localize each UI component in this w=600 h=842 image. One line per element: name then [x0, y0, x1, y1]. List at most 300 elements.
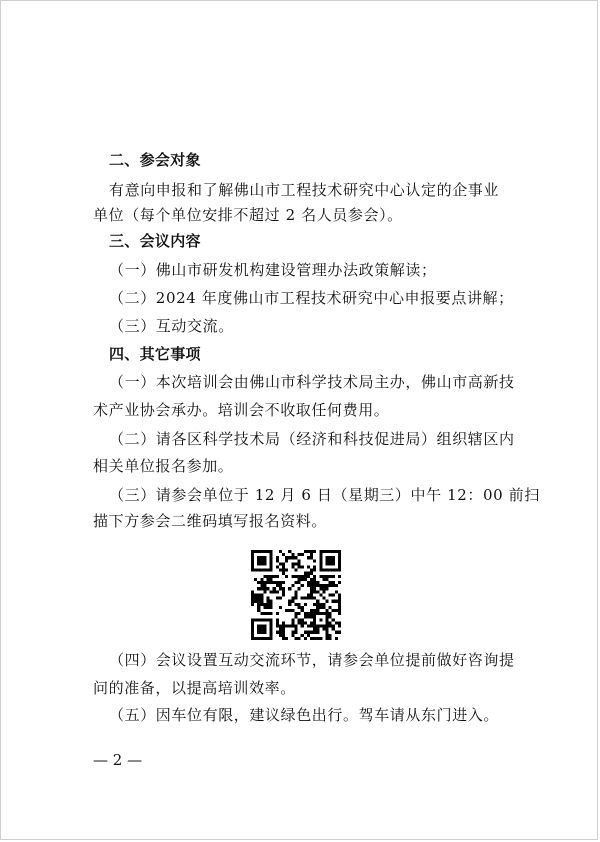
- paragraph-line: 术产业协会承办。培训会不收取任何费用。: [93, 401, 390, 419]
- qr-module: [270, 631, 273, 634]
- qr-module: [310, 578, 313, 581]
- qr-module: [325, 612, 328, 615]
- qr-module: [273, 590, 276, 593]
- qr-module: [307, 575, 310, 578]
- qr-module: [294, 603, 297, 606]
- qr-module: [338, 553, 341, 556]
- qr-module: [251, 628, 254, 631]
- qr-module: [270, 556, 273, 559]
- qr-module: [294, 575, 297, 578]
- qr-module: [251, 562, 254, 565]
- paragraph-line: （一）本次培训会由佛山市科学技术局主办，佛山市高新技: [109, 373, 515, 391]
- qr-module: [329, 562, 332, 565]
- qr-module: [325, 587, 328, 590]
- qr-module: [270, 637, 273, 640]
- qr-module: [276, 559, 279, 562]
- qr-module: [313, 566, 316, 569]
- qr-module: [304, 597, 307, 600]
- qr-module: [294, 593, 297, 596]
- qr-module: [310, 590, 313, 593]
- qr-module: [310, 615, 313, 618]
- qr-module: [270, 612, 273, 615]
- qr-module: [325, 559, 328, 562]
- paragraph-line: （四）会议设置互动交流环节，请参会单位提前做好咨询提: [109, 651, 515, 669]
- qr-module: [316, 590, 319, 593]
- qr-module: [298, 603, 301, 606]
- qr-module: [332, 569, 335, 572]
- qr-module: [276, 581, 279, 584]
- qr-module: [335, 569, 338, 572]
- qr-module: [325, 637, 328, 640]
- qr-module: [329, 581, 332, 584]
- qr-module: [325, 575, 328, 578]
- qr-module: [282, 566, 285, 569]
- qr-module: [254, 593, 257, 596]
- qr-module: [304, 615, 307, 618]
- qr-module: [338, 609, 341, 612]
- qr-module: [251, 593, 254, 596]
- qr-module: [301, 575, 304, 578]
- qr-module: [251, 637, 254, 640]
- qr-module: [313, 631, 316, 634]
- qr-module: [325, 556, 328, 559]
- qr-module: [263, 559, 266, 562]
- qr-module: [307, 550, 310, 553]
- qr-module: [282, 572, 285, 575]
- qr-module: [329, 569, 332, 572]
- qr-module: [257, 587, 260, 590]
- qr-module: [294, 631, 297, 634]
- qr-module: [316, 603, 319, 606]
- qr-module: [282, 569, 285, 572]
- qr-module: [270, 559, 273, 562]
- qr-module: [310, 572, 313, 575]
- qr-module: [310, 550, 313, 553]
- qr-module: [301, 609, 304, 612]
- qr-module: [307, 631, 310, 634]
- qr-module: [288, 550, 291, 553]
- qr-module: [267, 587, 270, 590]
- qr-module: [319, 550, 322, 553]
- qr-module: [260, 578, 263, 581]
- qr-module: [273, 575, 276, 578]
- qr-module: [325, 634, 328, 637]
- qr-module: [279, 597, 282, 600]
- qr-module: [319, 618, 322, 621]
- qr-module: [325, 584, 328, 587]
- qr-module: [279, 562, 282, 565]
- qr-module: [270, 550, 273, 553]
- qr-module: [313, 621, 316, 624]
- qr-module: [322, 550, 325, 553]
- qr-module: [282, 637, 285, 640]
- qr-module: [282, 581, 285, 584]
- qr-module: [273, 587, 276, 590]
- qr-module: [276, 566, 279, 569]
- qr-module: [276, 584, 279, 587]
- qr-module: [329, 612, 332, 615]
- qr-module: [291, 553, 294, 556]
- qr-module: [282, 590, 285, 593]
- qr-module: [322, 606, 325, 609]
- qr-module: [294, 590, 297, 593]
- qr-module: [304, 578, 307, 581]
- paragraph-line: 问的准备，以提高培训效率。: [93, 679, 296, 697]
- qr-module: [322, 584, 325, 587]
- qr-module: [313, 587, 316, 590]
- qr-module: [310, 621, 313, 624]
- qr-module: [307, 572, 310, 575]
- qr-module: [310, 587, 313, 590]
- paragraph-line: 有意向申报和了解佛山市工程技术研究中心认定的企事业: [109, 181, 500, 199]
- qr-module: [301, 553, 304, 556]
- qr-module: [332, 628, 335, 631]
- qr-module: [313, 590, 316, 593]
- qr-module: [291, 624, 294, 627]
- qr-module: [301, 634, 304, 637]
- qr-module: [251, 621, 254, 624]
- qr-module: [282, 587, 285, 590]
- qr-module: [257, 628, 260, 631]
- qr-module: [294, 569, 297, 572]
- qr-module: [313, 628, 316, 631]
- qr-module: [279, 624, 282, 627]
- qr-module: [310, 609, 313, 612]
- qr-module: [322, 590, 325, 593]
- qr-module: [267, 581, 270, 584]
- qr-module: [257, 562, 260, 565]
- qr-module: [329, 575, 332, 578]
- qr-module: [307, 612, 310, 615]
- qr-module: [338, 603, 341, 606]
- qr-module: [325, 624, 328, 627]
- qr-module: [335, 637, 338, 640]
- qr-module: [251, 600, 254, 603]
- qr-module: [260, 550, 263, 553]
- qr-module: [267, 578, 270, 581]
- qr-module: [267, 550, 270, 553]
- qr-module: [301, 578, 304, 581]
- qr-module: [263, 584, 266, 587]
- qr-module: [301, 584, 304, 587]
- qr-module: [319, 612, 322, 615]
- qr-module: [329, 621, 332, 624]
- qr-module: [310, 569, 313, 572]
- qr-module: [332, 556, 335, 559]
- qr-module: [325, 621, 328, 624]
- qr-module: [319, 593, 322, 596]
- qr-module: [329, 550, 332, 553]
- qr-module: [294, 562, 297, 565]
- qr-module: [263, 628, 266, 631]
- qr-module: [260, 600, 263, 603]
- qr-module: [335, 609, 338, 612]
- qr-module: [291, 556, 294, 559]
- qr-module: [329, 637, 332, 640]
- qr-module: [282, 593, 285, 596]
- qr-module: [282, 628, 285, 631]
- qr-module: [251, 631, 254, 634]
- qr-module: [307, 593, 310, 596]
- qr-module: [260, 569, 263, 572]
- qr-module: [251, 624, 254, 627]
- qr-module: [329, 624, 332, 627]
- qr-module: [285, 637, 288, 640]
- qr-module: [257, 593, 260, 596]
- qr-module: [267, 569, 270, 572]
- paragraph-line: （三）请参会单位于 12 月 6 日（星期三）中午 12：00 前扫: [109, 486, 540, 504]
- qr-module: [329, 634, 332, 637]
- qr-module: [294, 615, 297, 618]
- qr-module: [298, 559, 301, 562]
- qr-module: [263, 556, 266, 559]
- qr-module: [310, 581, 313, 584]
- qr-module: [329, 559, 332, 562]
- qr-module: [294, 637, 297, 640]
- qr-module: [304, 612, 307, 615]
- qr-module: [257, 609, 260, 612]
- qr-module: [276, 624, 279, 627]
- qr-module: [279, 587, 282, 590]
- qr-module: [279, 628, 282, 631]
- qr-module: [313, 637, 316, 640]
- qr-module: [291, 609, 294, 612]
- qr-module: [325, 578, 328, 581]
- qr-module: [260, 587, 263, 590]
- qr-module: [322, 587, 325, 590]
- qr-module: [329, 584, 332, 587]
- qr-module: [257, 581, 260, 584]
- qr-module: [338, 600, 341, 603]
- qr-module: [316, 581, 319, 584]
- qr-module: [322, 597, 325, 600]
- qr-module: [329, 593, 332, 596]
- qr-module: [307, 566, 310, 569]
- qr-module: [267, 600, 270, 603]
- qr-module: [332, 618, 335, 621]
- qr-module: [298, 566, 301, 569]
- qr-module: [307, 584, 310, 587]
- qr-module: [338, 559, 341, 562]
- qr-module: [279, 606, 282, 609]
- qr-module: [263, 631, 266, 634]
- qr-module: [335, 590, 338, 593]
- qr-module: [276, 618, 279, 621]
- qr-module: [291, 600, 294, 603]
- qr-module: [270, 628, 273, 631]
- qr-module: [257, 556, 260, 559]
- qr-module: [263, 637, 266, 640]
- qr-module: [257, 618, 260, 621]
- qr-module: [313, 578, 316, 581]
- qr-module: [304, 550, 307, 553]
- qr-module: [338, 593, 341, 596]
- qr-module: [319, 624, 322, 627]
- qr-module: [291, 575, 294, 578]
- qr-module: [325, 631, 328, 634]
- qr-module: [322, 578, 325, 581]
- qr-module: [276, 590, 279, 593]
- qr-module: [335, 550, 338, 553]
- qr-module: [257, 606, 260, 609]
- qr-module: [257, 600, 260, 603]
- qr-module: [335, 584, 338, 587]
- qr-module: [322, 603, 325, 606]
- qr-module: [263, 587, 266, 590]
- qr-module: [257, 624, 260, 627]
- qr-module: [325, 550, 328, 553]
- qr-module: [260, 628, 263, 631]
- qr-module: [310, 556, 313, 559]
- qr-module: [263, 618, 266, 621]
- section-heading-content: 三、会议内容: [109, 232, 201, 250]
- qr-module: [316, 624, 319, 627]
- qr-module: [260, 584, 263, 587]
- qr-module: [263, 569, 266, 572]
- qr-module: [313, 559, 316, 562]
- qr-module: [313, 581, 316, 584]
- qr-module: [257, 569, 260, 572]
- qr-module: [260, 612, 263, 615]
- qr-module: [319, 637, 322, 640]
- qr-module: [301, 621, 304, 624]
- qr-module: [251, 634, 254, 637]
- qr-module: [254, 618, 257, 621]
- qr-module: [288, 609, 291, 612]
- qr-module: [254, 569, 257, 572]
- qr-module: [270, 581, 273, 584]
- qr-module: [251, 553, 254, 556]
- qr-module: [313, 569, 316, 572]
- qr-module: [291, 618, 294, 621]
- qr-module: [251, 566, 254, 569]
- qr-module: [285, 575, 288, 578]
- qr-module: [260, 618, 263, 621]
- qr-module: [257, 559, 260, 562]
- qr-module: [319, 587, 322, 590]
- qr-module: [316, 606, 319, 609]
- qr-module: [332, 581, 335, 584]
- qr-module: [257, 637, 260, 640]
- qr-module: [279, 581, 282, 584]
- qr-module: [260, 624, 263, 627]
- qr-module: [270, 578, 273, 581]
- qr-module: [298, 618, 301, 621]
- qr-module: [310, 612, 313, 615]
- qr-module: [257, 631, 260, 634]
- qr-module: [270, 603, 273, 606]
- paragraph-line: （一）佛山市研发机构建设管理办法政策解读；: [109, 261, 437, 279]
- qr-module: [338, 556, 341, 559]
- qr-module: [325, 618, 328, 621]
- qr-module: [294, 628, 297, 631]
- qr-module: [263, 550, 266, 553]
- qr-module: [270, 562, 273, 565]
- qr-module: [325, 600, 328, 603]
- qr-module: [338, 612, 341, 615]
- qr-module: [322, 575, 325, 578]
- qr-module: [270, 575, 273, 578]
- qr-module: [313, 612, 316, 615]
- qr-module: [263, 590, 266, 593]
- qr-module: [288, 624, 291, 627]
- qr-module: [338, 624, 341, 627]
- qr-module: [310, 584, 313, 587]
- qr-module: [332, 575, 335, 578]
- qr-module: [251, 556, 254, 559]
- qr-module: [313, 597, 316, 600]
- qr-module: [310, 631, 313, 634]
- qr-module: [270, 553, 273, 556]
- paragraph-line: （五）因车位有限，建议绿色出行。驾车请从东门进入。: [109, 706, 500, 724]
- qr-module: [282, 631, 285, 634]
- qr-module: [332, 562, 335, 565]
- qr-module: [332, 559, 335, 562]
- qr-module: [263, 612, 266, 615]
- qr-module: [251, 550, 254, 553]
- qr-module: [335, 621, 338, 624]
- qr-module: [251, 603, 254, 606]
- qr-module: [294, 556, 297, 559]
- section-heading-attendees: 二、参会对象: [109, 151, 201, 169]
- qr-module: [285, 624, 288, 627]
- qr-module: [307, 556, 310, 559]
- qr-module: [316, 600, 319, 603]
- qr-module: [332, 600, 335, 603]
- qr-module: [260, 637, 263, 640]
- qr-module: [288, 556, 291, 559]
- qr-module: [335, 600, 338, 603]
- qr-code-icon[interactable]: [251, 550, 341, 640]
- paragraph-line: 单位（每个单位安排不超过 2 名人员参会）。: [93, 206, 403, 224]
- qr-module: [319, 584, 322, 587]
- qr-module: [270, 566, 273, 569]
- qr-module: [316, 609, 319, 612]
- qr-module: [285, 569, 288, 572]
- qr-module: [282, 553, 285, 556]
- qr-module: [307, 615, 310, 618]
- qr-module: [319, 556, 322, 559]
- qr-module: [267, 603, 270, 606]
- qr-module: [310, 593, 313, 596]
- qr-module: [291, 634, 294, 637]
- qr-module: [298, 612, 301, 615]
- qr-module: [338, 631, 341, 634]
- qr-module: [313, 624, 316, 627]
- qr-module: [332, 593, 335, 596]
- qr-module: [313, 618, 316, 621]
- qr-module: [270, 600, 273, 603]
- qr-module: [263, 603, 266, 606]
- qr-module: [313, 575, 316, 578]
- qr-module: [298, 637, 301, 640]
- qr-module: [291, 566, 294, 569]
- qr-module: [322, 612, 325, 615]
- qr-module: [282, 562, 285, 565]
- qr-module: [279, 631, 282, 634]
- qr-module: [273, 581, 276, 584]
- qr-module: [260, 556, 263, 559]
- qr-module: [329, 606, 332, 609]
- qr-module: [282, 621, 285, 624]
- qr-module: [288, 600, 291, 603]
- qr-module: [338, 621, 341, 624]
- qr-module: [294, 612, 297, 615]
- qr-module: [251, 559, 254, 562]
- qr-module: [294, 624, 297, 627]
- qr-module: [338, 566, 341, 569]
- qr-module: [325, 628, 328, 631]
